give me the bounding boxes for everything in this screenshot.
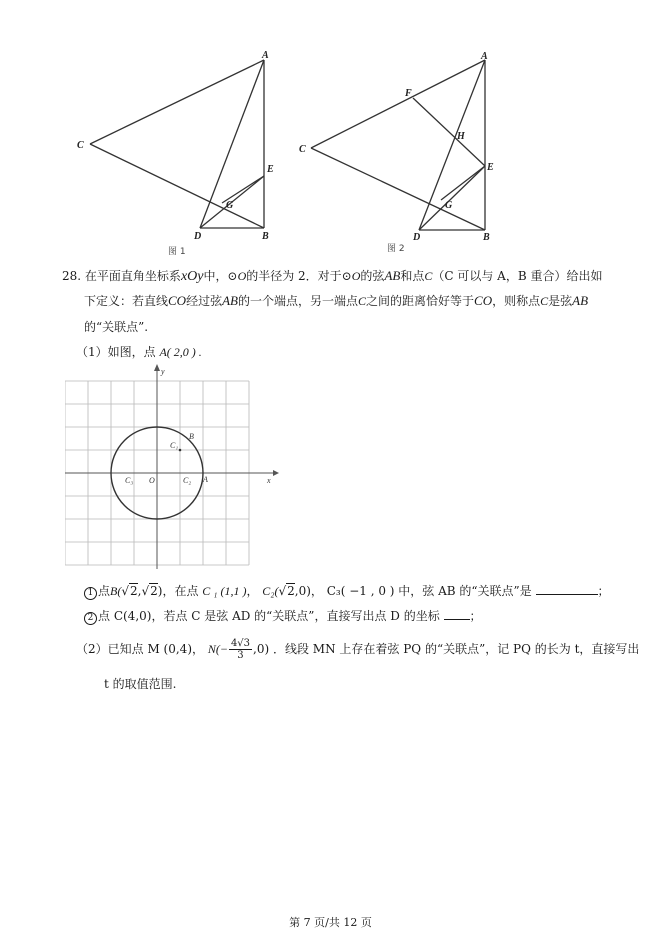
question-1: 1 点B(√2,√2)，在点 C ₁ (1,1 )， C₂(√2,0)， C₃( −1 , 0 ) 中，弦 AB 的“关联点”是 ；: [84, 583, 610, 600]
problem-line-2: 下定义：若直线CO经过弦AB的一个端点，另一端点C之间的距离恰好等于CO，则称点C是弦AB: [84, 293, 589, 308]
label-e: E: [487, 162, 494, 173]
label-c1: C₁: [170, 441, 179, 450]
problem-number: 28.: [62, 269, 82, 283]
part-2-line-1: （2）已知点 M (0,4)， N(− $\frac{4√3}{3}$ ,0) ．线段 MN 上存在着弦 PQ 的“关联点”，记 PQ 的长为 t，直接写出: [76, 638, 640, 661]
label-d: D: [194, 231, 202, 242]
segment-fe: [413, 98, 485, 166]
segment-eg: [441, 166, 485, 200]
question-2: 2 点 C(4,0)，若点 C 是弦 AD 的“关联点”，直接写出点 D 的坐标 ；: [84, 608, 482, 625]
y-axis-arrow: [154, 364, 160, 371]
label-b: B: [189, 432, 194, 441]
label-e: E: [267, 164, 274, 175]
answer-blank-1[interactable]: [536, 583, 598, 595]
question-number-circle: 1: [84, 587, 97, 600]
segment-ca: [90, 60, 264, 144]
x-axis-arrow: [273, 470, 279, 476]
part-1-heading: （1）如图，点 A( 2,0 ) .: [76, 345, 202, 359]
label-c2: C₂: [183, 476, 192, 485]
circle-dot-symbol: ⊙: [227, 269, 238, 283]
page-footer: 第 7 页/共 12 页: [289, 916, 372, 929]
problem-line-1: 28. 在平面直角坐标系xOy中，⊙O的半径为 2．对于⊙O的弦AB和点C（C 可以与 A，B 重合）给出如: [62, 268, 603, 284]
label-b: B: [262, 231, 269, 242]
label-c3: C₃: [125, 476, 134, 485]
axis-label-y: y: [161, 367, 165, 376]
axis-label-x: x: [267, 476, 271, 485]
circle-dot-symbol: ⊙: [341, 269, 352, 283]
label-d: D: [413, 232, 421, 243]
label-f: F: [405, 88, 412, 99]
label-a: A: [481, 51, 488, 62]
label-a: A: [262, 50, 269, 61]
question-number-circle: 2: [84, 612, 97, 625]
label-c: C: [299, 144, 306, 155]
figure-caption: 图 2: [387, 244, 405, 254]
point-c1-dot: [179, 449, 182, 452]
fraction-4root3-over-3: $\frac{4√3}{3}$: [230, 638, 251, 661]
label-g: G: [445, 200, 453, 211]
part-2-line-2: t 的取值范围.: [104, 677, 177, 691]
label-a: A: [203, 475, 208, 484]
problem-line-3: 的“关联点”.: [84, 320, 149, 334]
coordinate-grid-figure: [65, 364, 280, 570]
label-b: B: [483, 232, 490, 243]
answer-blank-2[interactable]: [444, 608, 470, 620]
geometry-figure-2: [295, 48, 515, 258]
label-g: G: [226, 200, 234, 211]
label-o: O: [149, 476, 155, 485]
segment-eb: [222, 176, 264, 203]
label-h: H: [457, 131, 465, 142]
segment-cb: [90, 144, 264, 228]
segment-cb: [311, 148, 485, 230]
geometry-figure-1: [70, 48, 290, 258]
label-c: C: [77, 140, 84, 151]
segment-de: [419, 166, 485, 230]
figure-caption: 图 1: [168, 247, 186, 257]
